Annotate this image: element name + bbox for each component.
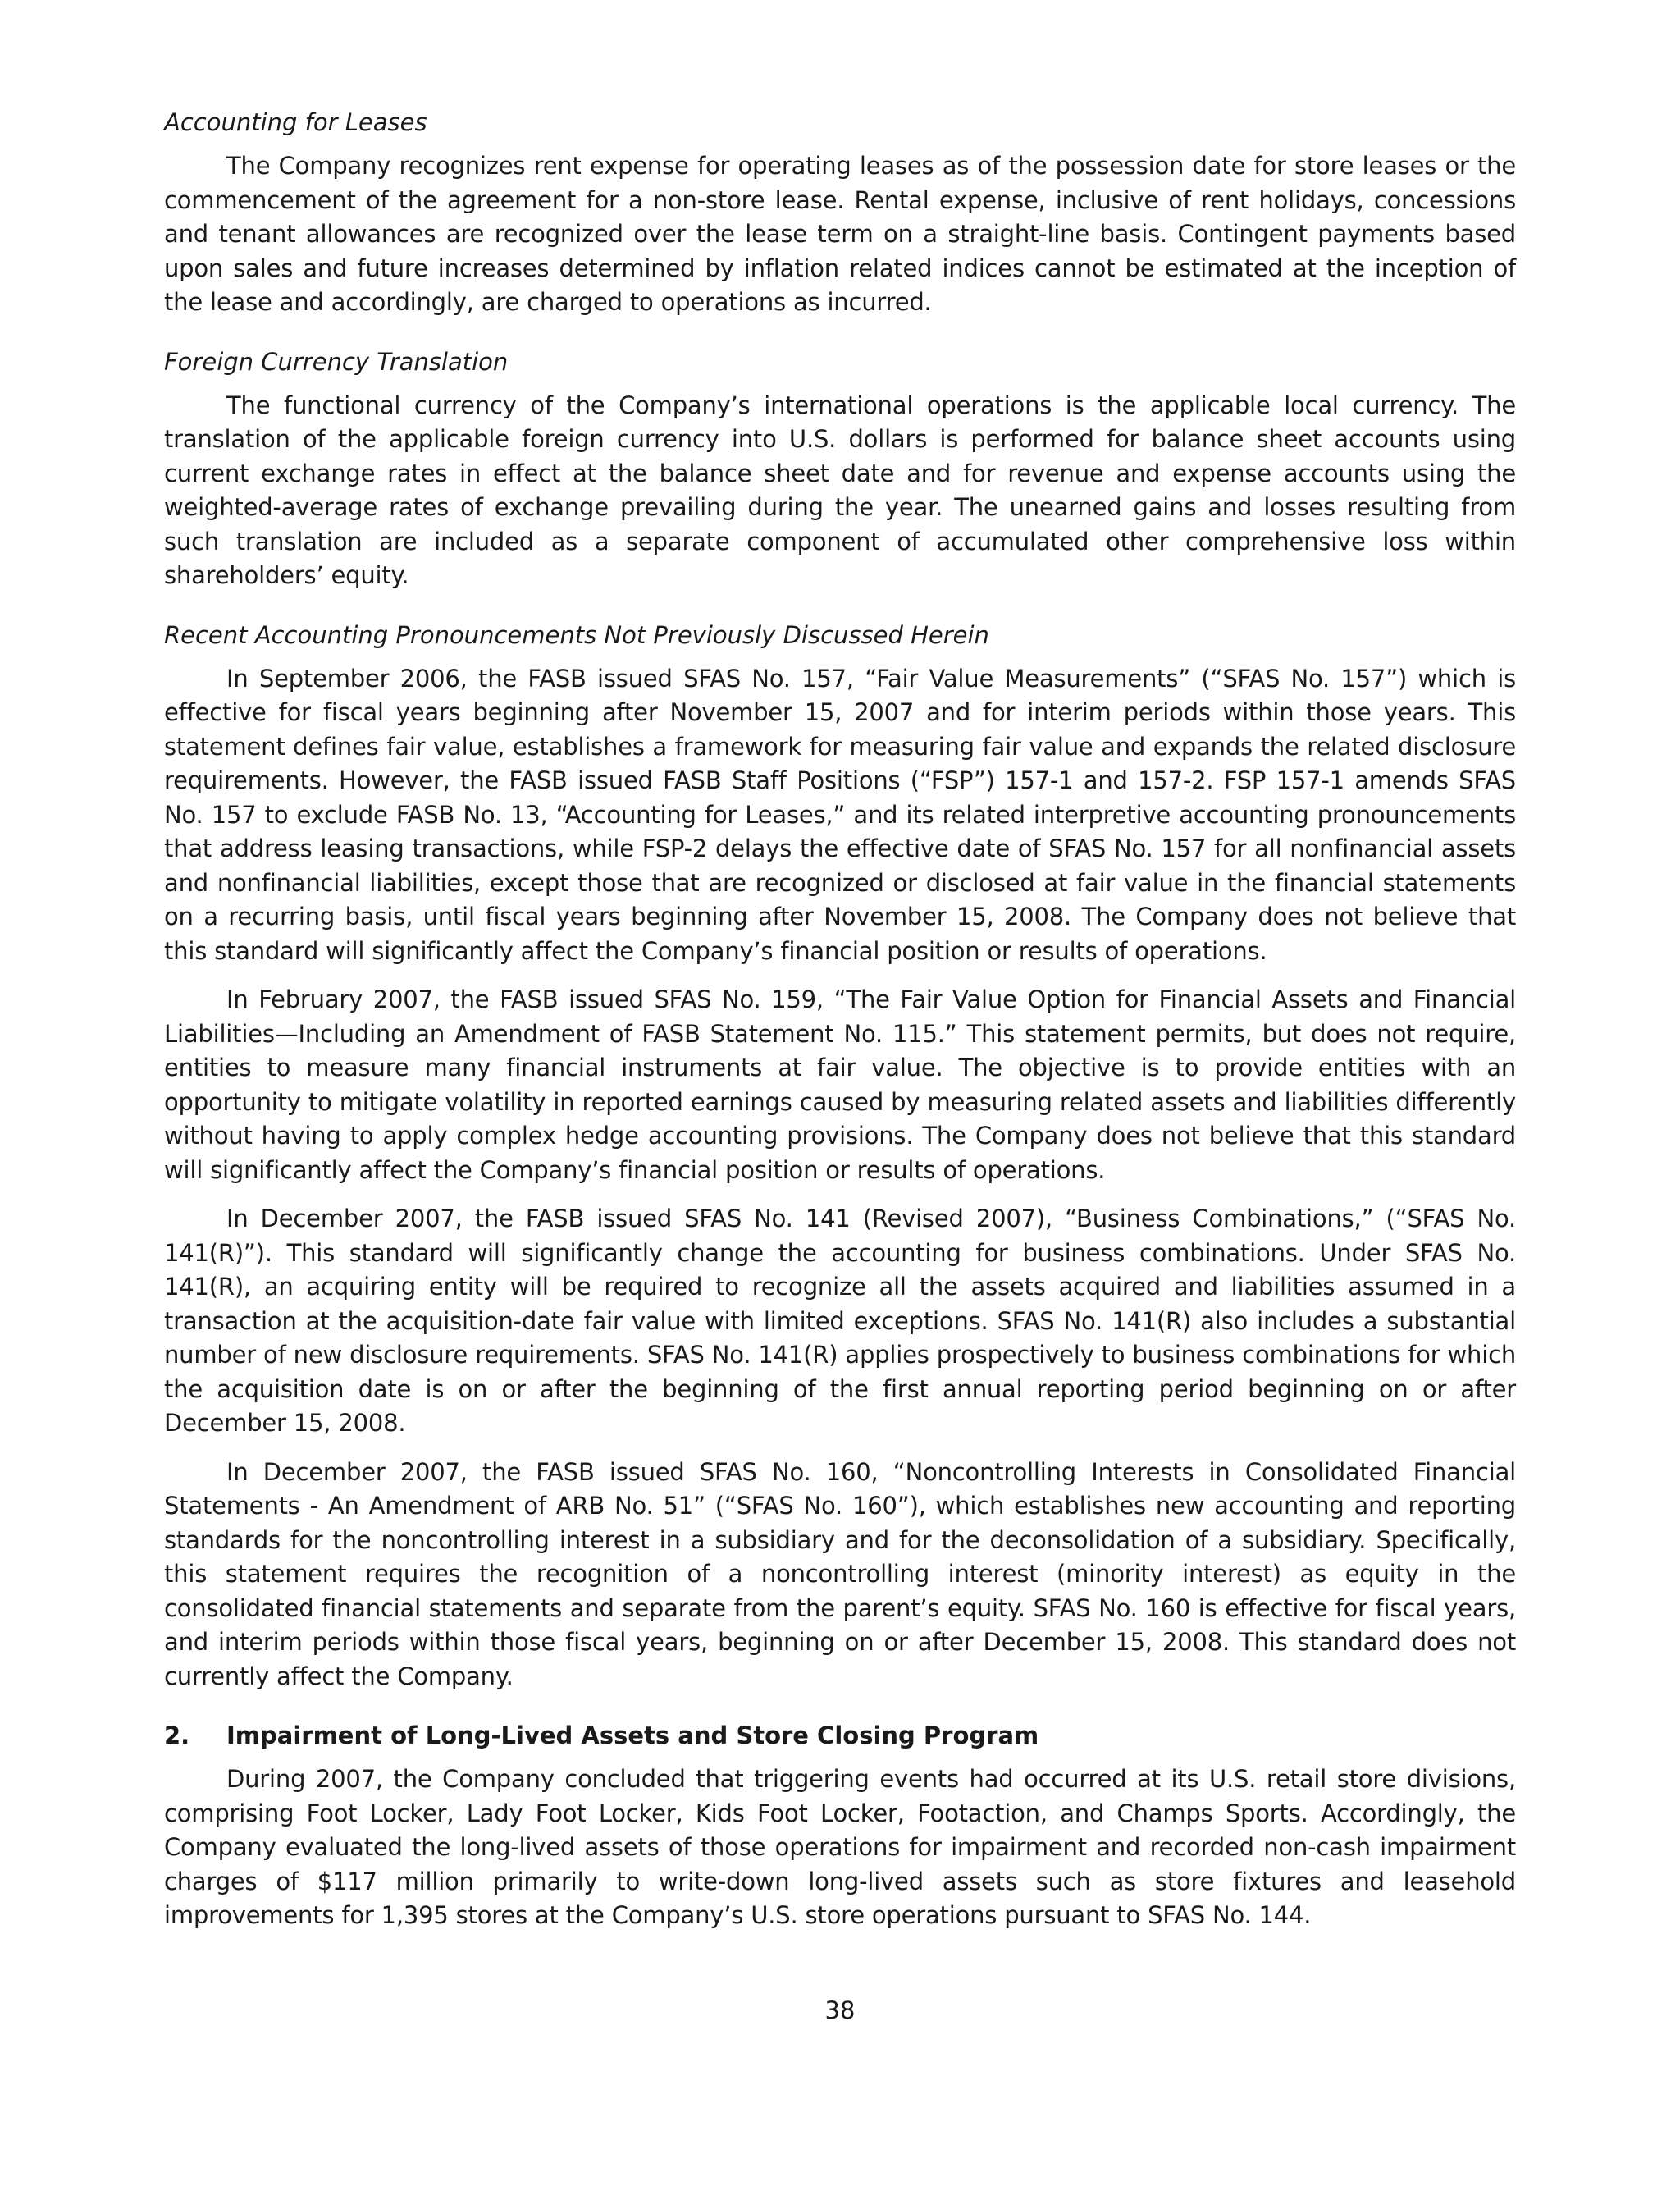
paragraph: In December 2007, the FASB issued SFAS No. 160, “Noncontrolling Interests in Consolidated Financial Statements - An Amendment of ARB No. 51” (“SFAS No. 160”), which establishes new accounting and reporting standards for the noncontrolling interest in a subsidiary and for the deconsolidation of a subsidiary. Specifically, this statement requires the recognition of a noncontrolling interest (minority interest) as equity in the consolidated financial statements and separate from the parent’s equity. SFAS No. 160 is effective for fiscal years, and interim periods within those fiscal years, beginning on or after December 15, 2008. This standard does not currently affect the Company. — [164, 1457, 1516, 1690]
numbered-section-heading — [164, 1718, 1516, 1753]
paragraph: The functional currency of the Company’s international operations is the applicable local currency. The translation of the applicable foreign currency into U.S. dollars is performed for balance sheet accounts using current exchange rates in effect at the balance sheet date and for revenue and expense accounts using the weighted-average rates of exchange prevailing during the year. The unearned gains and losses resulting from such translation are included as a separate component of accumulated other comprehensive loss within shareholders’ equity. — [164, 391, 1516, 589]
section-heading: Foreign Currency Translation — [164, 347, 509, 376]
document-page — [164, 105, 1516, 1958]
section-title: Impairment of Long-Lived Assets and Store Closing Program — [226, 1721, 1039, 1749]
section-number: 2. — [164, 1721, 190, 1749]
section-accounting-for-leases — [164, 105, 1516, 320]
section-foreign-currency-translation — [164, 345, 1516, 593]
section-heading: Accounting for Leases — [164, 108, 427, 136]
section-recent-pronouncements — [164, 618, 1516, 1694]
section-heading: Recent Accounting Pronouncements Not Previously Discussed Herein — [164, 620, 989, 649]
paragraph: In September 2006, the FASB issued SFAS No. 157, “Fair Value Measurements” (“SFAS No. 157”) which is effective for fiscal years beginning after November 15, 2007 and for interim periods within those years. This statement defines fair value, establishes a framework for measuring fair value and expands the related disclosure requirements. However, the FASB issued FASB Staff Positions (“FSP”) 157-1 and 157-2. FSP 157-1 amends SFAS No. 157 to exclude FASB No. 13, “Accounting for Leases,” and its related interpretive accounting pronouncements that address leasing transactions, while FSP-2 delays the effective date of SFAS No. 157 for all nonfinancial assets and nonfinancial liabilities, except those that are recognized or disclosed at fair value in the financial statements on a recurring basis, until fiscal years beginning after November 15, 2008. The Company does not believe that this standard will significantly affect the Company’s financial position or results of operations. — [164, 664, 1516, 965]
page-number: 38 — [824, 1996, 856, 2024]
section-impairment — [164, 1718, 1516, 1933]
paragraph: In February 2007, the FASB issued SFAS No. 159, “The Fair Value Option for Financial Assets and Financial Liabilities—Including an Amendment of FASB Statement No. 115.” This statement permits, but does not require, entities to measure many financial instruments at fair value. The objective is to provide entities with an opportunity to mitigate volatility in reported earnings caused by measuring related assets and liabilities differently without having to apply complex hedge accounting provisions. The Company does not believe that this standard will significantly affect the Company’s financial position or results of operations. — [164, 985, 1516, 1184]
paragraph: During 2007, the Company concluded that triggering events had occurred at its U.S. retail store divisions, comprising Foot Locker, Lady Foot Locker, Kids Foot Locker, Footaction, and Champs Sports. Accordingly, the Company evaluated the long-lived assets of those operations for impairment and recorded non-cash impairment charges of $117 million primarily to write-down long-lived assets such as store fixtures and leasehold improvements for 1,395 stores at the Company’s U.S. store operations pursuant to SFAS No. 144. — [164, 1765, 1516, 1929]
paragraph: In December 2007, the FASB issued SFAS No. 141 (Revised 2007), “Business Combinations,” (“SFAS No. 141(R)”). This standard will significantly change the accounting for business combinations. Under SFAS No. 141(R), an acquiring entity will be required to recognize all the assets acquired and liabilities assumed in a transaction at the acquisition-date fair value with limited exceptions. SFAS No. 141(R) also includes a substantial number of new disclosure requirements. SFAS No. 141(R) applies prospectively to business combinations for which the acquisition date is on or after the beginning of the first annual reporting period beginning on or after December 15, 2008. — [164, 1205, 1516, 1437]
paragraph: The Company recognizes rent expense for operating leases as of the possession date for store leases or the commencement of the agreement for a non-store lease. Rental expense, inclusive of rent holidays, concessions and tenant allowances are recognized over the lease term on a straight-line basis. Contingent payments based upon sales and future increases determined by inflation related indices cannot be estimated at the inception of the lease and accordingly, are charged to operations as incurred. — [164, 152, 1516, 316]
